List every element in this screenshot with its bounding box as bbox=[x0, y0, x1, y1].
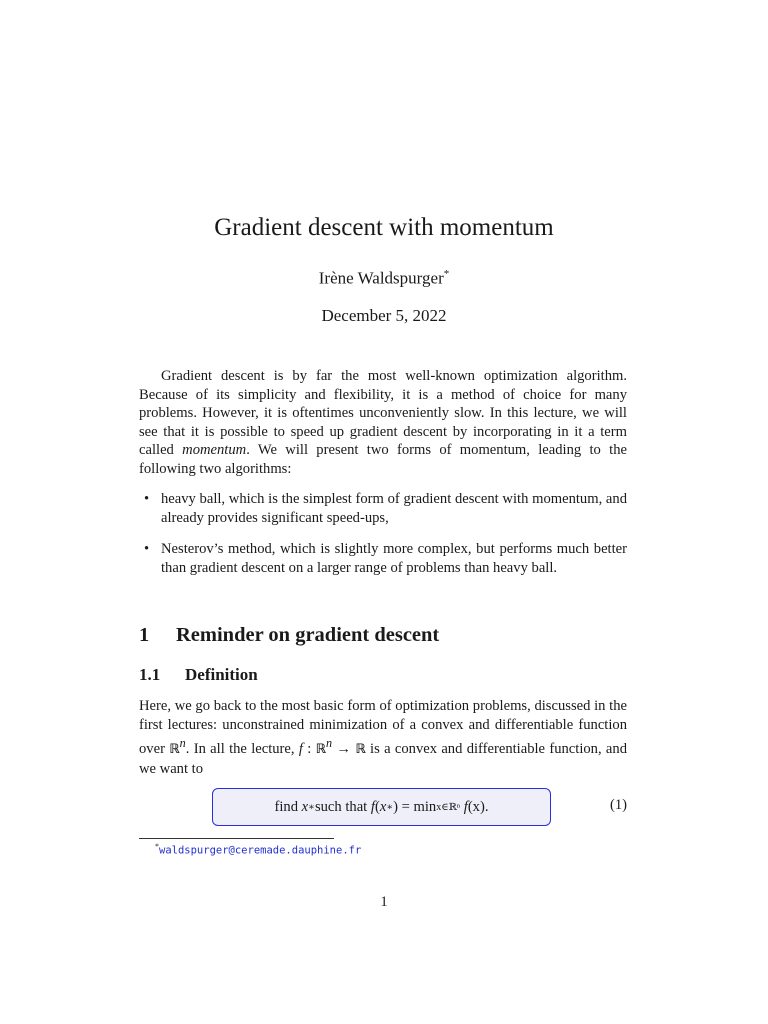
function-symbol: f bbox=[298, 741, 303, 758]
list-item-text: heavy ball, which is the simplest form of gradient descent with momentum, and already provides significant speed-ups, bbox=[161, 491, 627, 526]
subsection-title: Definition bbox=[185, 665, 258, 684]
author-line bbox=[0, 268, 768, 289]
bullet-icon: • bbox=[144, 541, 150, 558]
paper-title: Gradient descent with momentum bbox=[214, 214, 554, 241]
section-number: 1 bbox=[139, 624, 150, 646]
paragraph-text: Here, we go back to the most basic form of optimization problems, discussed in the first lectures: unconstrained minimization of a convex and differentiable function over bbox=[139, 698, 627, 758]
abstract-emphasis: momentum bbox=[182, 442, 247, 459]
page-number: 1 bbox=[380, 894, 388, 910]
reals-symbol: ℝ bbox=[315, 742, 327, 758]
email-link[interactable]: waldspurger@ceremade.dauphine.fr bbox=[159, 844, 362, 857]
footnote bbox=[155, 842, 361, 857]
reals-symbol: ℝ bbox=[169, 742, 180, 758]
arrow-symbol: → bbox=[332, 741, 356, 758]
footnote-rule bbox=[139, 838, 334, 839]
list-item-text: Nesterov’s method, which is slightly more complex, but performs much better than gradient descent on a larger range of problems than heavy ball. bbox=[161, 541, 627, 576]
abstract-text-1: Gradient descent is by far the most well-known optimization algorithm. Because of its simplicity and flexibility, it is a method of choice for many problems. However, it is oftentimes unconveniently slow. In this lecture, we will see that it is possible to speed up gradient descent by incorporating in it a term called bbox=[139, 368, 627, 459]
equation-subscript: ∗ bbox=[308, 801, 315, 813]
algorithm-list bbox=[139, 490, 627, 590]
equation-variable: x bbox=[301, 798, 309, 815]
author-footnote-mark[interactable]: * bbox=[443, 268, 450, 280]
equation-text: such that bbox=[314, 798, 368, 815]
bullet-icon: • bbox=[144, 491, 150, 507]
equation-text: ( bbox=[374, 798, 380, 815]
dimension-exponent: n bbox=[326, 736, 333, 751]
equation-variable: x bbox=[379, 798, 387, 815]
paper-date: December 5, 2022 bbox=[321, 306, 447, 325]
list-item bbox=[139, 540, 627, 577]
subsection-heading bbox=[139, 665, 258, 685]
dimension-exponent: n bbox=[179, 736, 186, 751]
subsection-number: 1.1 bbox=[139, 665, 161, 684]
paragraph-text: : bbox=[302, 741, 316, 758]
equation-min-subscript: x∈ℝⁿ bbox=[436, 801, 461, 813]
section-title: Reminder on gradient descent bbox=[176, 624, 440, 646]
equation-text: ) = min bbox=[393, 798, 437, 815]
author-name: Irène Waldspurger bbox=[318, 268, 444, 288]
equation-box bbox=[212, 788, 551, 826]
paragraph-text: . In all the lecture, bbox=[185, 741, 299, 758]
reals-symbol: ℝ bbox=[355, 742, 366, 758]
abstract-paragraph bbox=[139, 367, 627, 479]
equation-text: (x). bbox=[467, 798, 489, 815]
abstract-text-2: . We will present two forms of momentum, leading to the following two algorithms: bbox=[139, 442, 627, 477]
paragraph-text: is a convex and differentiable function, and we want to bbox=[139, 741, 627, 777]
equation-function: f bbox=[370, 798, 375, 815]
equation-function: f bbox=[463, 798, 468, 815]
equation-text: find bbox=[274, 798, 299, 815]
list-item bbox=[139, 490, 627, 527]
definition-paragraph bbox=[139, 697, 627, 778]
equation-subscript: ∗ bbox=[386, 801, 394, 813]
footnote-mark: * bbox=[155, 842, 159, 851]
equation-number: (1) bbox=[609, 797, 627, 813]
section-heading bbox=[139, 624, 439, 647]
